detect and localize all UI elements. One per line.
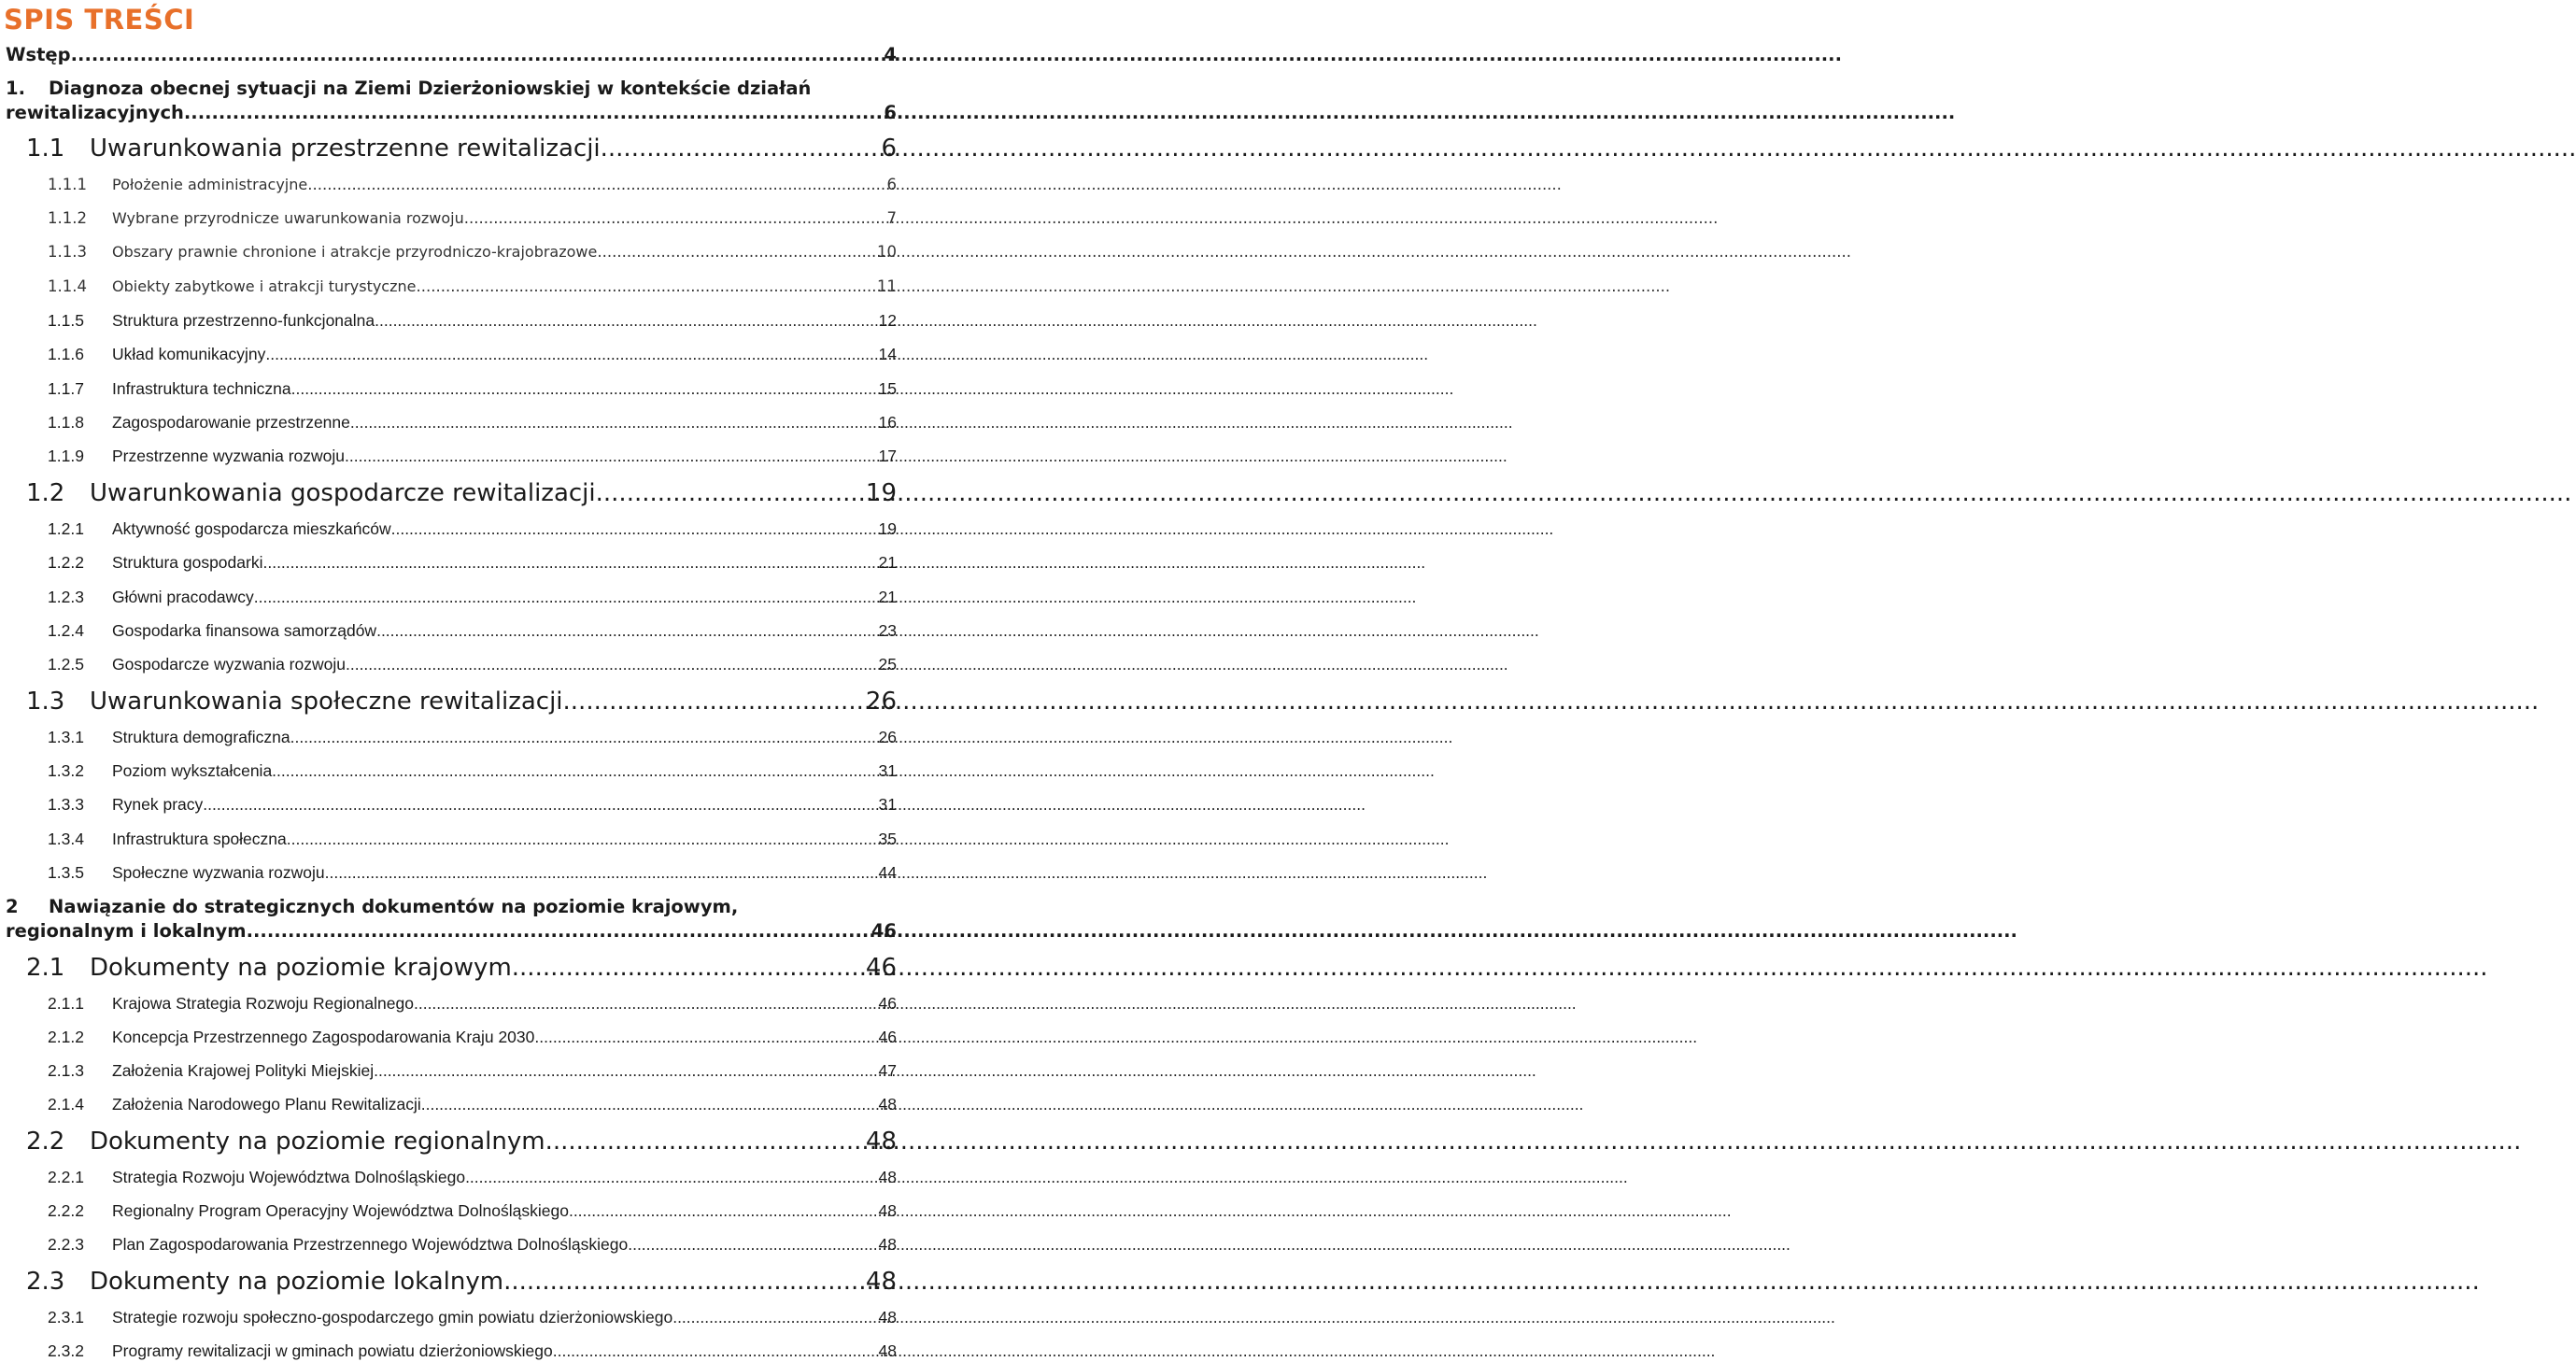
toc-entry-number: 1.3.3 [48,795,84,814]
toc-leader-dots [414,992,877,1014]
toc-entry-number: 2.2 [26,1128,65,1156]
toc-entry-label: Uwarunkowania społeczne rewitalizacji [90,688,563,716]
toc-entry-label: Społeczne wyzwania rozwoju [112,863,325,882]
toc-entry-label: Regionalny Program Operacyjny Województwa Dolnośląskiego [112,1201,569,1220]
toc-page-number: 48 [878,1235,897,1254]
toc-entry-section-2-3[interactable] [0,1266,897,1298]
toc-page-number: 46 [870,920,897,942]
toc-page-number: 48 [878,1341,897,1360]
toc-page-number: 15 [878,379,897,398]
toc-entry-2-2-1[interactable] [0,1166,897,1188]
toc-leader-dots [291,377,877,400]
toc-entry-chapter-2[interactable] [0,895,897,943]
toc-entry-label: Koncepcja Przestrzennego Zagospodarowania Kraju 2030 [112,1028,535,1046]
toc-leader-dots [376,619,876,642]
toc-entry-label: Strategia Rozwoju Województwa Dolnośląskiego [112,1168,466,1186]
toc-entry-1-3-2[interactable] [0,759,897,782]
toc-entry-label: Krajowa Strategia Rozwoju Regionalnego [112,994,414,1013]
toc-entry-number: 2 [6,896,19,917]
toc-page-number: 16 [878,413,897,432]
toc-leader-dots [345,445,877,467]
toc-entry-number: 2.1 [26,954,65,982]
toc-entry-2-1-2[interactable] [0,1026,897,1048]
toc-entry-label: Dokumenty na poziomie regionalnym [90,1128,545,1156]
toc-entry-label: Struktura demograficzna [112,728,290,746]
toc-page-number: 4 [884,44,897,65]
toc-page-number: 7 [886,209,897,227]
toc-entry-label: Uwarunkowania gospodarcze rewitalizacji [90,479,596,507]
toc-entry-number: 1.2.2 [48,553,84,572]
toc-entry-section-1-1[interactable] [0,133,897,164]
toc-leader-dots [375,309,876,332]
toc-entry-chapter-1[interactable] [0,77,897,125]
toc-page-number: 46 [878,994,897,1013]
toc-page-number: 19 [865,479,897,507]
toc-entry-1-1-1[interactable] [0,174,897,196]
toc-entry-number: 1.2.4 [48,621,84,640]
toc-entry-number: 2.2.1 [48,1168,84,1186]
toc-entry-section-2-2[interactable] [0,1126,897,1157]
toc-page-number: 31 [878,795,897,814]
toc-page-number: 46 [865,954,897,982]
toc-page-number: 48 [878,1308,897,1327]
toc-entry-label: Gospodarcze wyzwania rozwoju [112,655,346,674]
toc-entry-1-3-3[interactable] [0,793,897,816]
toc-title: SPIS TREŚCI [4,4,195,35]
toc-page-number: 46 [878,1028,897,1046]
toc-entry-number: 2.1.2 [48,1028,84,1046]
toc-leader-dots [421,1093,877,1115]
toc-entry-number: 1.1 [26,135,65,163]
toc-entry-wstep[interactable] [0,43,897,67]
toc-leader-dots [391,518,877,540]
toc-entry-1-2-4[interactable] [0,619,897,642]
toc-entry-number: 1.1.4 [48,277,87,295]
toc-entry-label: Gospodarka finansowa samorządów [112,621,377,640]
toc-page-number: 25 [878,655,897,674]
toc-entry-label: Diagnoza obecnej sytuacji na Ziemi Dzierżoniowskiej w kontekście działań [49,78,812,99]
toc-leader-dots [534,1026,876,1048]
toc-entry-section-1-2[interactable] [0,477,897,509]
toc-leader-dots [325,861,877,884]
toc-entry-label: Infrastruktura techniczna [112,379,291,398]
toc-leader-dots [254,586,877,608]
toc-entry-label: Programy rewitalizacji w gminach powiatu dzierżoniowskiego [112,1341,553,1360]
toc-page-number: 47 [878,1061,897,1080]
toc-page-number: 35 [878,830,897,848]
toc-leader-dots [203,793,876,816]
toc-entry-label: Dokumenty na poziomie lokalnym [90,1268,504,1296]
toc-page-number: 48 [878,1168,897,1186]
toc-leader-dots [287,828,877,850]
toc-entry-number: 1.2 [26,479,65,507]
toc-page-number: 6 [881,135,897,163]
toc-leader-dots [416,276,875,298]
toc-entry-1-3-1[interactable] [0,726,897,748]
toc-leader-dots [512,952,864,984]
toc-page-number: 48 [865,1268,897,1296]
toc-entry-1-1-4[interactable] [0,276,897,298]
toc-page-number: 14 [878,345,897,363]
toc-entry-1-2-3[interactable] [0,586,897,608]
toc-entry-label: Obszary prawnie chronione i atrakcje przyrodniczo-krajobrazowe [112,243,598,261]
toc-leader-dots [569,1199,877,1222]
toc-entry-label: Poziom wykształcenia [112,761,273,780]
toc-entry-label: Nawiązanie do strategicznych dokumentów na poziomie krajowym, [49,896,739,917]
toc-leader-dots [563,686,864,717]
toc-entry-1-1-2[interactable] [0,207,897,230]
toc-leader-dots [290,726,877,748]
toc-entry-number: 1.1.2 [48,209,87,227]
toc-entry-number: 2.1.1 [48,994,84,1013]
toc-entry-number: 2.3.1 [48,1308,84,1327]
toc-leader-dots [596,477,864,509]
toc-entry-1-1-9[interactable] [0,445,897,467]
toc-entry-number: 1.3.5 [48,863,84,882]
toc-entry-1-3-4[interactable] [0,828,897,850]
toc-page-number: 12 [878,311,897,330]
toc-entry-number: 1.3 [26,688,65,716]
toc-entry-number: 1.1.6 [48,345,84,363]
toc-leader-dots [346,653,877,675]
toc-leader-dots [464,207,885,230]
toc-entry-1-1-6[interactable] [0,343,897,365]
toc-leader-dots [265,343,876,365]
toc-leader-dots [465,1166,876,1188]
toc-entry-label: Wybrane przyrodnicze uwarunkowania rozwoju [112,209,464,227]
toc-entry-label: Plan Zagospodarowania Przestrzennego Województwa Dolnośląskiego [112,1235,629,1254]
toc-entry-2-1-1[interactable] [0,992,897,1014]
toc-entry-label: Układ komunikacyjny [112,345,266,363]
toc-entry-2-3-2[interactable] [0,1340,897,1362]
toc-entry-label-continued: rewitalizacyjnych [6,102,184,123]
toc-entry-number: 1.3.1 [48,728,84,746]
toc-leader-dots [262,551,876,574]
toc-entry-number: 1.3.2 [48,761,84,780]
toc-page-number: 26 [878,728,897,746]
toc-page-number: 21 [878,553,897,572]
toc-entry-number: 1.1.1 [48,176,87,193]
toc-leader-dots [71,43,883,67]
toc-leader-dots [247,919,870,943]
toc-entry-label: Aktywność gospodarcza mieszkańców [112,519,391,538]
toc-entry-2-2-3[interactable] [0,1233,897,1256]
toc-entry-number: 1.1.3 [48,243,87,261]
toc-page-number: 21 [878,588,897,606]
toc-entry-2-1-4[interactable] [0,1093,897,1115]
toc-entry-label: Uwarunkowania przestrzenne rewitalizacji [90,135,601,163]
toc-entry-number: 1. [6,78,25,99]
toc-entry-2-1-3[interactable] [0,1059,897,1082]
toc-entry-number: 2.3 [26,1268,65,1296]
toc-entry-label: Obiekty zabytkowe i atrakcji turystyczne [112,277,417,295]
toc-entry-1-2-5[interactable] [0,653,897,675]
toc-entry-label: Infrastruktura społeczna [112,830,287,848]
toc-leader-dots [184,101,883,125]
toc-leader-dots [350,411,877,433]
toc-leader-dots [272,759,876,782]
toc-leader-dots [628,1233,876,1256]
toc-entry-label-continued: regionalnym i lokalnym [6,920,247,942]
toc-page-number: 6 [884,102,897,123]
toc-page-number: 48 [878,1201,897,1220]
toc-entry-number: 2.2.2 [48,1201,84,1220]
toc-page [0,0,897,1362]
toc-entry-label: Główni pracodawcy [112,588,254,606]
toc-entry-label: Założenia Narodowego Planu Rewitalizacji [112,1095,421,1114]
toc-entry-2-2-2[interactable] [0,1199,897,1222]
toc-leader-dots [672,1306,876,1328]
toc-page-number: 44 [878,863,897,882]
toc-page-number: 17 [878,447,897,465]
toc-entry-number: 1.2.1 [48,519,84,538]
toc-leader-dots [307,174,885,196]
toc-page-number: 26 [865,688,897,716]
toc-entry-label: Przestrzenne wyzwania rozwoju [112,447,345,465]
toc-entry-1-1-7[interactable] [0,377,897,400]
toc-entry-number: 2.1.4 [48,1095,84,1114]
toc-entry-2-3-1[interactable] [0,1306,897,1328]
toc-page-number: 19 [878,519,897,538]
toc-entry-number: 2.1.3 [48,1061,84,1080]
toc-entry-label: Rynek pracy [112,795,204,814]
toc-page-number: 31 [878,761,897,780]
toc-entry-number: 2.3.2 [48,1341,84,1360]
toc-entry-section-2-1[interactable] [0,952,897,984]
toc-leader-dots [374,1059,876,1082]
toc-entry-number: 1.1.5 [48,311,84,330]
toc-page-number: 11 [877,277,897,295]
toc-entry-1-1-5[interactable] [0,309,897,332]
toc-entry-number: 2.2.3 [48,1235,84,1254]
toc-entry-number: 1.2.3 [48,588,84,606]
toc-entry-number: 1.1.7 [48,379,84,398]
toc-leader-dots [601,133,880,164]
toc-entry-label: Położenie administracyjne [112,176,308,193]
toc-entry-1-1-3[interactable] [0,241,897,263]
toc-page-number: 23 [878,621,897,640]
toc-entry-label: Zagospodarowanie przestrzenne [112,413,350,432]
toc-entry-label: Struktura przestrzenno-funkcjonalna [112,311,375,330]
toc-leader-dots [545,1126,864,1157]
toc-entry-1-2-1[interactable] [0,518,897,540]
toc-page-number: 48 [878,1095,897,1114]
toc-entry-section-1-3[interactable] [0,686,897,717]
toc-entry-1-1-8[interactable] [0,411,897,433]
toc-leader-dots [503,1266,864,1298]
toc-leader-dots [553,1340,877,1362]
toc-entry-label: Dokumenty na poziomie krajowym [90,954,512,982]
toc-entry-label: Strategie rozwoju społeczno-gospodarczego gmin powiatu dzierżoniowskiego [112,1308,673,1327]
toc-entry-label: Wstęp [6,44,71,65]
toc-entry-number: 1.2.5 [48,655,84,674]
toc-page-number: 10 [877,243,897,261]
toc-entry-number: 1.3.4 [48,830,84,848]
toc-page-number: 48 [865,1128,897,1156]
toc-entry-number: 1.1.8 [48,413,84,432]
toc-entry-number: 1.1.9 [48,447,84,465]
toc-entry-label: Założenia Krajowej Polityki Miejskiej [112,1061,375,1080]
toc-entry-1-3-5[interactable] [0,861,897,884]
toc-page-number: 6 [886,176,897,193]
toc-entry-label: Struktura gospodarki [112,553,263,572]
toc-entry-1-2-2[interactable] [0,551,897,574]
toc-leader-dots [597,241,875,263]
